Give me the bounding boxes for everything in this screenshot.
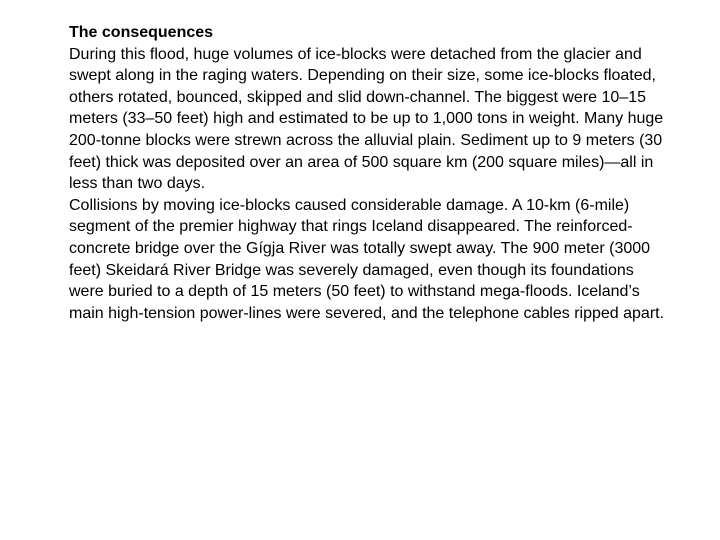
document-heading: The consequences bbox=[69, 24, 214, 41]
paragraph-collision-damage: Collisions by moving ice-blocks caused considerable damage. A 10-km (6-mile) segment of the premier highway that rings Iceland disappeared. The reinforced-concrete bridge over the Gígja River was totally swept away. The 900 meter (3000 feet) Skeidará River Bridge was severely damaged, even though its foundations were buried to a depth of 15 meters (50 feet) to withstand mega-floods. Iceland’s main high-tension power-lines were severed, and the telephone cables ripped apart. bbox=[69, 196, 665, 322]
document-body bbox=[69, 22, 669, 324]
paragraph-flood-ice-blocks: During this flood, huge volumes of ice-blocks were detached from the glacier and swept along in the raging waters. Depending on their size, some ice-blocks floated, others rotated, bounced, skipped and slid down-channel. The biggest were 10–15 meters (33–50 feet) high and estimated to be up to 1,000 tons in weight. Many huge 200-tonne blocks were strewn across the alluvial plain. Sediment up to 9 meters (30 feet) thick was deposited over an area of 500 square km (200 square miles)—all in less than two days. bbox=[69, 45, 664, 193]
